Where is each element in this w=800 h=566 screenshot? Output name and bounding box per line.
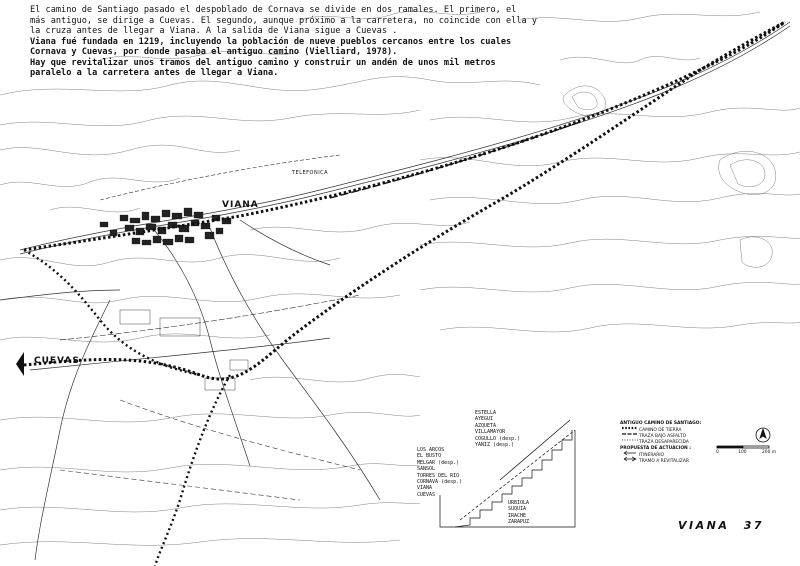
intro-line: Viana fué fundada en 1219, incluyendo la población de nueve pueblos cercanos entre los cuales bbox=[30, 36, 512, 47]
intro-line: Cornava y Cuevas, por donde pasaba el antiguo camino (Vielliard, 1978). bbox=[30, 47, 398, 57]
profile-station-label: MELGAR (desp.) bbox=[417, 459, 460, 466]
intro-line: El camino de Santiago pasado el despoblado de Cornava se divide en dos ramales. El primero, el bbox=[30, 5, 517, 15]
viana-town bbox=[100, 208, 231, 245]
intro-text bbox=[30, 5, 538, 79]
asphalt-route bbox=[330, 122, 580, 198]
profile-station-label: VIANA bbox=[417, 485, 433, 492]
profile-station-label: TORRES DEL RIO bbox=[417, 472, 460, 479]
contour-lines bbox=[0, 11, 800, 545]
profile-labels-top bbox=[475, 410, 520, 448]
scale-start: 0 bbox=[716, 450, 719, 455]
place-label-viana: VIANA bbox=[222, 200, 259, 210]
profile-station-label: SANSOL bbox=[417, 466, 436, 473]
profile-station-label: COGULLO (desp.) bbox=[475, 435, 521, 442]
intro-line: paralelo a la carretera antes de llegar a Viana. bbox=[30, 68, 279, 78]
place-label-cuevas: CUEVAS bbox=[34, 356, 80, 366]
legend-label: CAMINO DE TIERRA bbox=[639, 427, 682, 433]
legend-label: TRAMO A REVITALIZAR bbox=[639, 458, 689, 464]
page-footer bbox=[678, 519, 772, 532]
railway bbox=[60, 155, 360, 500]
profile-station-label: ESTELLA bbox=[475, 410, 497, 416]
legend-label: ITINERARIO bbox=[639, 452, 665, 458]
profile-station-label: EL BUSTO bbox=[417, 453, 442, 460]
scale-bar-graphic bbox=[717, 446, 769, 448]
profile-station-label: CORNAVA (desp.) bbox=[417, 479, 463, 486]
legend-propuesta-heading: PROPUESTA DE ACTUACION : bbox=[620, 446, 692, 451]
footer-title: VIANA bbox=[678, 519, 730, 532]
profile-station-label: URBIOLA bbox=[508, 500, 530, 506]
intro-line: la cruza antes de llegar a Viana. A la salida de Viana sigue a Cuevas . bbox=[30, 26, 398, 36]
profile-station-label: VILLAMAYOR bbox=[475, 429, 506, 436]
profile-station-label: LOS ARCOS bbox=[417, 447, 445, 453]
profile-station-label: AZQUETA bbox=[475, 422, 497, 429]
map-legend bbox=[620, 420, 720, 464]
profile-station-label: IRACHE bbox=[508, 512, 527, 519]
profile-labels-left bbox=[417, 447, 462, 498]
cuevas-marker bbox=[16, 352, 24, 376]
page-number: 37 bbox=[743, 519, 764, 532]
scale-bar bbox=[716, 450, 776, 455]
profile-labels-bottom bbox=[508, 500, 529, 526]
scale-end: 200 m bbox=[762, 450, 777, 455]
scale-mid: 100 bbox=[738, 450, 747, 455]
roads bbox=[0, 22, 790, 560]
legend-item-tramo bbox=[620, 458, 720, 464]
legend-label: TRAZA BAJO ASFALTO bbox=[639, 433, 687, 439]
legend-heading: ANTIGUO CAMINO DE SANTIAGO: bbox=[620, 421, 702, 426]
camino-tierra-route bbox=[24, 22, 785, 566]
place-label-telefonica: TELEFONICA bbox=[292, 170, 329, 176]
profile-station-label: ZARAPUZ bbox=[508, 519, 530, 526]
intro-line: Hay que revitalizar unos tramos del antiguo camino y construir un andén de unos mil metros bbox=[30, 57, 496, 68]
profile-station-label: AYEGUI bbox=[475, 416, 494, 423]
intro-line: más antiguo, se dirige a Cuevas. El segundo, aunque próximo a la carretera, no coincide con ella y bbox=[30, 15, 538, 26]
north-arrow bbox=[756, 428, 770, 442]
profile-station-label: CUEVAS bbox=[417, 491, 436, 498]
legend-label: TRAZA DESAPARECIDA bbox=[639, 439, 689, 445]
profile-station-label: SUQUIA bbox=[508, 506, 527, 513]
profile-station-label: YANIZ (desp.) bbox=[475, 442, 515, 449]
